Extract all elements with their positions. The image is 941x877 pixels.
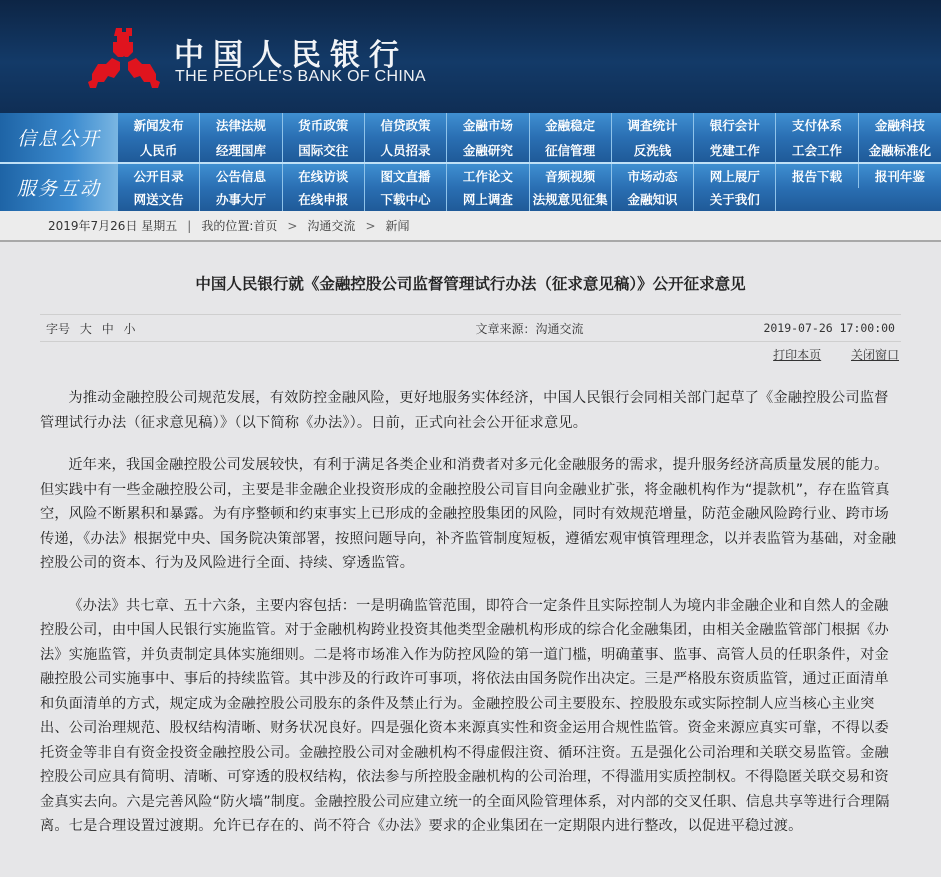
nav-item[interactable]: 公告信息	[200, 164, 282, 188]
nav-item[interactable]: 征信管理	[530, 138, 612, 163]
nav-item[interactable]: 报刊年鉴	[874, 168, 925, 184]
nav-item[interactable]: 网送文告	[118, 188, 200, 212]
article-paragraph: 《办法》共七章、五十六条，主要内容包括：一是明确监管范围，即符合一定条件且实际控制人为境内非金融企业和自然人的金融控股公司，由中国人民银行实施监管。对于金融机构跨业投资其他类型金融机构形成的综合化金融集团，由相关金融监管部门根据《办法》实施监管，并负责制定具体实施细则。二是将市场准入作为防控风险的第一道门槛，明确董事、监事、高管人员的任职条件，对金融控股公司实施事中、事后的持续监管。其中涉及的行政许可事项，将依法由国务院作出决定。三是严格股东资质监管，通过正面清单和负面清单的方式，规定成为金融控股公司股东的条件及禁止行为。金融控股公司主要股东、控股股东或实际控制人应当核心主业突出、公司治理规范、股权结构清晰、财务状况良好。四是强化资本来源真实性和资金运用合规性监管。资金来源应真实可靠，不得以委托资金等非自有资金投资金融控股公司。金融控股公司对金融机构不得虚假注资、循环注资。五是强化公司治理和关联交易监管。金融控股公司应具有简明、清晰、可穿透的股权结构，依法参与所控股金融机构的公司治理，不得滥用实质控制权。不得隐匿关联交易和资金真实去向。六是完善风险“防火墙”制度。金融控股公司应建立统一的全面风险管理体系，对内部的交叉任职、信息共享等进行合理隔离。七是合理设置过渡期。允许已存在的、尚不符合《办法》要求的企业集团在一定期限内进行整改，以促进平稳过渡。	[40, 597, 890, 834]
font-size-small[interactable]: 小	[123, 321, 136, 336]
font-size-medium[interactable]: 中	[101, 321, 114, 336]
nav-item[interactable]: 支付体系	[776, 113, 858, 138]
nav-item[interactable]: 在线访谈	[283, 164, 365, 188]
font-size-controls	[46, 320, 136, 337]
breadcrumb-divider: |	[187, 218, 192, 233]
breadcrumb-level3[interactable]: 新闻	[385, 219, 410, 233]
article-source: 文章来源：沟通交流	[475, 321, 584, 336]
nav-item[interactable]: 国际交往	[283, 138, 365, 163]
nav-group-label: 服务互动	[0, 164, 118, 211]
nav-item[interactable]: 货币政策	[283, 113, 365, 138]
nav-item[interactable]: 法律法规	[200, 113, 282, 138]
breadcrumb-home[interactable]: 我的位置:首页	[201, 219, 278, 233]
nav-item[interactable]: 新闻发布	[118, 113, 200, 138]
nav-item[interactable]: 网上展厅	[694, 164, 776, 188]
nav-item[interactable]: 下载中心	[365, 188, 447, 212]
nav-item[interactable]: 反洗钱	[612, 138, 694, 163]
nav-item[interactable]: 人员招录	[365, 138, 447, 163]
article-paragraph: 为推动金融控股公司规范发展，有效防控金融风险，更好地服务实体经济，中国人民银行会同相关部门起草了《金融控股公司监督管理试行办法（征求意见稿）》（以下简称《办法》）。日前，正式向社会公开征求意见。	[40, 390, 889, 431]
article-title: 中国人民银行就《金融控股公司监督管理试行办法（征求意见稿）》公开征求意见	[195, 275, 746, 293]
nav-item[interactable]: 图文直播	[365, 164, 447, 188]
nav-item[interactable]: 报告下载	[776, 164, 858, 188]
nav-item[interactable]: 工作论文	[447, 164, 529, 188]
font-size-label: 字号	[46, 321, 71, 336]
print-page-link[interactable]: 打印本页	[773, 348, 822, 362]
nav-item[interactable]: 金融标准化	[868, 142, 932, 158]
breadcrumb	[0, 211, 941, 242]
nav-item[interactable]: 经理国库	[200, 138, 282, 163]
nav-item[interactable]: 银行会计	[694, 113, 776, 138]
article-body	[40, 386, 901, 839]
nav-item[interactable]: 信贷政策	[365, 113, 447, 138]
nav-item[interactable]: 金融科技	[874, 118, 925, 134]
main-navigation	[0, 113, 941, 211]
article-meta	[40, 314, 901, 342]
chevron-right-icon: >	[365, 218, 376, 233]
nav-item[interactable]: 市场动态	[612, 164, 694, 188]
nav-item[interactable]: 公开目录	[118, 164, 200, 188]
nav-item[interactable]: 关于我们	[694, 188, 776, 212]
font-size-large[interactable]: 大	[79, 321, 92, 336]
nav-item[interactable]: 音频视频	[530, 164, 612, 188]
nav-item[interactable]: 金融稳定	[530, 113, 612, 138]
nav-item[interactable]: 党建工作	[694, 138, 776, 163]
site-header	[0, 0, 941, 113]
nav-item[interactable]: 法规意见征集	[530, 188, 612, 212]
nav-item[interactable]: 调查统计	[612, 113, 694, 138]
nav-group-info	[0, 113, 941, 162]
nav-item[interactable]: 金融市场	[447, 113, 529, 138]
nav-group-label: 信息公开	[0, 113, 118, 162]
close-window-link[interactable]: 关闭窗口	[850, 348, 899, 362]
breadcrumb-level2[interactable]: 沟通交流	[307, 219, 356, 233]
nav-item[interactable]: 工会工作	[776, 138, 858, 163]
nav-item[interactable]: 金融知识	[612, 188, 694, 212]
article-container	[0, 269, 941, 839]
nav-group-service	[0, 162, 941, 211]
nav-item-empty	[859, 188, 941, 212]
logo-chinese-text: 中国人民银行	[174, 38, 408, 73]
article-paragraph: 近年来，我国金融控股公司发展较快，有利于满足各类企业和消费者对多元化金融服务的需求，提升服务经济高质量发展的能力。但实践中有一些金融控股公司，主要是非金融企业投资形成的金融控股公司盲目向金融业扩张，将金融机构作为“提款机”，存在监管真空，风险不断累积和暴露。为有序整顿和约束事实上已形成的金融控股集团的风险，同时有效规范增量，防范金融风险跨行业、跨市场传递，《办法》根据党中央、国务院决策部署，按照问题导向，补齐监管制度短板，遵循宏观审慎管理理念，以并表监管为基础，对金融控股公司的资本、行为及风险进行全面、持续、穿透监管。	[40, 457, 897, 571]
pboc-logo-icon	[88, 26, 160, 92]
nav-item-empty	[776, 188, 858, 212]
nav-item[interactable]: 人民币	[118, 138, 200, 163]
nav-item[interactable]: 网上调查	[447, 188, 529, 212]
current-date: 2019年7月26日 星期五	[48, 219, 178, 233]
logo-english-text: THE PEOPLE'S BANK OF CHINA	[175, 68, 426, 85]
nav-item[interactable]: 办事大厅	[200, 188, 282, 212]
chevron-right-icon: >	[287, 218, 298, 233]
nav-item[interactable]: 金融研究	[447, 138, 529, 163]
article-tools	[40, 342, 901, 368]
nav-item[interactable]: 在线申报	[283, 188, 365, 212]
article-datetime: 2019-07-26 17:00:00	[763, 321, 895, 335]
